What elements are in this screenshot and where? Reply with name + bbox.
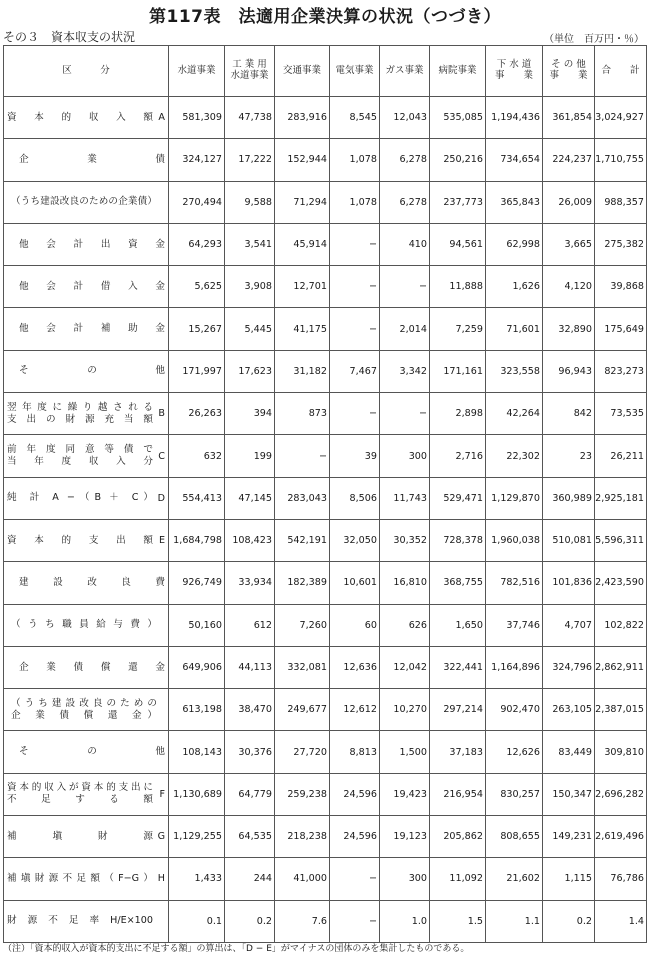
table-cell: 5,596,311 (595, 519, 647, 561)
table-cell: 1.1 (486, 900, 543, 942)
header-column: 病院事業 (430, 46, 486, 97)
row-label-suffix: B (158, 408, 165, 420)
table-cell: 171,997 (169, 350, 225, 392)
table-cell: 42,264 (486, 393, 543, 435)
table-cell: 324,127 (169, 139, 225, 181)
table-cell: 31,182 (275, 350, 330, 392)
table-cell: 988,357 (595, 181, 647, 223)
row-label (7, 746, 169, 758)
table-cell: 324,796 (543, 646, 595, 688)
table-cell: 1,129,255 (169, 816, 225, 858)
table-cell: 902,470 (486, 689, 543, 731)
table-cell: 2,898 (430, 393, 486, 435)
table-cell: 16,810 (380, 562, 430, 604)
row-label (7, 873, 165, 885)
table-row (4, 308, 647, 350)
table-cell: 39,868 (595, 266, 647, 308)
row-label-text: 他 会 計 出 資 金 (19, 238, 165, 250)
table-cell: 1,115 (543, 858, 595, 900)
table-cell: 27,720 (275, 731, 330, 773)
table-cell: 0.2 (225, 900, 275, 942)
table-cell: 1,650 (430, 604, 486, 646)
table-row (4, 266, 647, 308)
table-cell: 19,423 (380, 773, 430, 815)
table-cell: 581,309 (169, 97, 225, 139)
table-cell: 728,378 (430, 519, 486, 561)
table-cell: 283,043 (275, 477, 330, 519)
row-label-text: 資本的収入が資本的支出に 不 足 す る 額 (7, 782, 153, 806)
table-row (4, 519, 647, 561)
table-cell: 199 (225, 435, 275, 477)
table-cell: − (330, 858, 380, 900)
table-cell: 17,623 (225, 350, 275, 392)
row-label-cell (4, 773, 169, 815)
table-cell: 1,500 (380, 731, 430, 773)
table-cell: 823,273 (595, 350, 647, 392)
table-cell: 300 (380, 435, 430, 477)
table-cell: 71,294 (275, 181, 330, 223)
row-label (7, 535, 165, 547)
row-label-text: 翌年度に繰り越される 支出の財源充当額 (7, 401, 153, 425)
table-cell: − (380, 266, 430, 308)
table-cell: 7,259 (430, 308, 486, 350)
row-label-cell (4, 858, 169, 900)
row-label-text: 他 会 計 借 入 金 (19, 280, 165, 292)
row-label-text: （うち建設改良のための企業債） (11, 196, 157, 208)
header-column: 電気事業 (330, 46, 380, 97)
table-cell: 3,342 (380, 350, 430, 392)
table-cell: 175,649 (595, 308, 647, 350)
unit-label: （単位 百万円・％） (544, 34, 644, 45)
table-cell: 205,862 (430, 816, 486, 858)
table-cell: 45,914 (275, 223, 330, 265)
table-row (4, 816, 647, 858)
table-cell: 12,626 (486, 731, 543, 773)
table-row (4, 223, 647, 265)
table-cell: 30,376 (225, 731, 275, 773)
table-cell: 1,129,870 (486, 477, 543, 519)
row-label-text: そ の 他 (19, 365, 165, 377)
row-label-suffix: E (158, 535, 165, 547)
row-label (7, 492, 165, 504)
row-label-cell (4, 266, 169, 308)
row-label-cell (4, 562, 169, 604)
row-label-cell (4, 350, 169, 392)
table-cell: 8,506 (330, 477, 380, 519)
table-cell: 300 (380, 858, 430, 900)
table-cell: 22,302 (486, 435, 543, 477)
table-cell: 554,413 (169, 477, 225, 519)
table-cell: 365,843 (486, 181, 543, 223)
table-cell: 10,601 (330, 562, 380, 604)
table-cell: 41,000 (275, 858, 330, 900)
table-cell: 2,619,496 (595, 816, 647, 858)
table-cell: 12,701 (275, 266, 330, 308)
table-cell: 734,654 (486, 139, 543, 181)
table-row (4, 731, 647, 773)
table-cell: 11,092 (430, 858, 486, 900)
table-row (4, 858, 647, 900)
table-cell: 101,836 (543, 562, 595, 604)
row-label-cell (4, 435, 169, 477)
row-label-text: 企 業 債 (19, 153, 165, 165)
table-cell: 71,601 (486, 308, 543, 350)
table-cell: 322,441 (430, 646, 486, 688)
table-cell: − (330, 266, 380, 308)
table-cell: 4,707 (543, 604, 595, 646)
row-label-suffix: C (158, 450, 165, 462)
table-cell: 2,862,911 (595, 646, 647, 688)
table-cell: 12,636 (330, 646, 380, 688)
row-label-cell (4, 181, 169, 223)
table-cell: 1,164,896 (486, 646, 543, 688)
row-label-suffix: A (158, 112, 165, 124)
table-cell: 259,238 (275, 773, 330, 815)
table-cell: 7,467 (330, 350, 380, 392)
row-label-text: 企 業 債 償 還 金 (19, 661, 165, 673)
row-label-cell (4, 604, 169, 646)
table-cell: 38,470 (225, 689, 275, 731)
row-label-text: 補塡財源不足額（F−G） (7, 873, 153, 884)
table-cell: 3,024,927 (595, 97, 647, 139)
row-label-cell (4, 308, 169, 350)
table-cell: 830,257 (486, 773, 543, 815)
row-label-text: 純 計 A −（B ＋ C） (7, 492, 153, 504)
table-cell: 171,161 (430, 350, 486, 392)
row-label (7, 112, 165, 124)
table-row (4, 646, 647, 688)
table-cell: 26,009 (543, 181, 595, 223)
table-cell: 2,696,282 (595, 773, 647, 815)
table-cell: 1,078 (330, 181, 380, 223)
table-cell: 182,389 (275, 562, 330, 604)
table-cell: 152,944 (275, 139, 330, 181)
row-label-cell (4, 731, 169, 773)
table-cell: 297,214 (430, 689, 486, 731)
table-row (4, 689, 647, 731)
table-cell: 41,175 (275, 308, 330, 350)
table-cell: 108,143 (169, 731, 225, 773)
table-cell: 64,779 (225, 773, 275, 815)
header-column: 交通事業 (275, 46, 330, 97)
table-cell: 9,588 (225, 181, 275, 223)
row-label (7, 915, 165, 927)
table-cell: 263,105 (543, 689, 595, 731)
table-cell: 613,198 (169, 689, 225, 731)
row-label (7, 831, 165, 843)
table-cell: 150,347 (543, 773, 595, 815)
table-cell: 0.1 (169, 900, 225, 942)
table-cell: 8,545 (330, 97, 380, 139)
table-cell: 64,535 (225, 816, 275, 858)
table-cell: 3,908 (225, 266, 275, 308)
table-cell: 8,813 (330, 731, 380, 773)
table-cell: 11,888 (430, 266, 486, 308)
header-column: 合 計 (595, 46, 647, 97)
table-cell: 24,596 (330, 816, 380, 858)
table-cell: 60 (330, 604, 380, 646)
table-cell: 47,738 (225, 97, 275, 139)
table-cell: 270,494 (169, 181, 225, 223)
table-row (4, 350, 647, 392)
table-cell: − (330, 308, 380, 350)
table-cell: 535,085 (430, 97, 486, 139)
page-title: 第117表 法適用企業決算の状況（つづき） (149, 7, 501, 27)
table-cell: 23 (543, 435, 595, 477)
row-label (7, 154, 169, 166)
table-cell: 12,612 (330, 689, 380, 731)
table-cell: 12,042 (380, 646, 430, 688)
table-cell: 44,113 (225, 646, 275, 688)
table-cell: 2,925,181 (595, 477, 647, 519)
table-cell: 96,943 (543, 350, 595, 392)
header-column: 工 業 用 水道事業 (225, 46, 275, 97)
table-cell: 62,998 (486, 223, 543, 265)
table-cell: − (330, 223, 380, 265)
row-label-cell (4, 97, 169, 139)
table-cell: 250,216 (430, 139, 486, 181)
table-cell: 10,270 (380, 689, 430, 731)
table-cell: 102,822 (595, 604, 647, 646)
table-cell: 1.4 (595, 900, 647, 942)
table-cell: 15,267 (169, 308, 225, 350)
table-row (4, 562, 647, 604)
table-cell: 33,934 (225, 562, 275, 604)
header-column: ガス事業 (380, 46, 430, 97)
row-label-text: 補 塡 財 源 (7, 830, 153, 842)
table-cell: 410 (380, 223, 430, 265)
table-cell: 12,043 (380, 97, 430, 139)
table-cell: 360,989 (543, 477, 595, 519)
table-cell: 361,854 (543, 97, 595, 139)
row-label (7, 444, 165, 468)
table-cell: 26,211 (595, 435, 647, 477)
table-cell: 5,625 (169, 266, 225, 308)
table-cell: 3,541 (225, 223, 275, 265)
table-cell: 83,449 (543, 731, 595, 773)
row-label (7, 365, 169, 377)
row-label-suffix: D (157, 492, 165, 504)
row-label (7, 323, 169, 335)
row-label-suffix: G (157, 831, 165, 843)
row-label-text: 資 本 的 支 出 額 (7, 534, 153, 546)
table-cell: 542,191 (275, 519, 330, 561)
row-label-suffix: F (159, 788, 165, 800)
table-cell: 0.2 (543, 900, 595, 942)
table-cell: − (330, 393, 380, 435)
table-cell: 309,810 (595, 731, 647, 773)
table-cell: 926,749 (169, 562, 225, 604)
table-cell: 323,558 (486, 350, 543, 392)
table-cell: 5,445 (225, 308, 275, 350)
table-cell: 1,626 (486, 266, 543, 308)
table-row (4, 181, 647, 223)
row-label-cell (4, 519, 169, 561)
table-row (4, 900, 647, 942)
table-cell: 2,423,590 (595, 562, 647, 604)
header-column: 下 水 道 事 業 (486, 46, 543, 97)
row-label-cell (4, 477, 169, 519)
table-cell: 73,535 (595, 393, 647, 435)
row-label-text: 財 源 不 足 率 H/E×100 (7, 915, 153, 927)
table-cell: 6,278 (380, 139, 430, 181)
table-cell: 782,516 (486, 562, 543, 604)
table-cell: 394 (225, 393, 275, 435)
row-label-text: （ う ち 職 員 給 与 費 ） (11, 619, 157, 631)
table-cell: 3,665 (543, 223, 595, 265)
table-cell: 94,561 (430, 223, 486, 265)
row-label-cell (4, 393, 169, 435)
row-label (7, 782, 165, 806)
table-cell: 1,710,755 (595, 139, 647, 181)
table-row (4, 97, 647, 139)
table-cell: 873 (275, 393, 330, 435)
table-cell: 808,655 (486, 816, 543, 858)
table-cell: 224,237 (543, 139, 595, 181)
table-cell: 19,123 (380, 816, 430, 858)
table-cell: 149,231 (543, 816, 595, 858)
table-cell: 39 (330, 435, 380, 477)
table-row (4, 773, 647, 815)
table-cell: 529,471 (430, 477, 486, 519)
capital-balance-table (3, 45, 647, 943)
table-cell: 1,433 (169, 858, 225, 900)
row-label (7, 698, 169, 722)
row-label (7, 619, 169, 631)
table-cell: 32,050 (330, 519, 380, 561)
row-label (7, 402, 165, 426)
table-cell: 1,130,689 (169, 773, 225, 815)
table-cell: 1,194,436 (486, 97, 543, 139)
table-cell: 47,145 (225, 477, 275, 519)
row-label (7, 577, 169, 589)
row-label-cell (4, 816, 169, 858)
table-cell: 2,387,015 (595, 689, 647, 731)
row-label-text: 建 設 改 良 費 (19, 576, 165, 588)
table-cell: 6,278 (380, 181, 430, 223)
table-cell: 30,352 (380, 519, 430, 561)
table-cell: 612 (225, 604, 275, 646)
table-cell: − (380, 393, 430, 435)
table-cell: 11,743 (380, 477, 430, 519)
table-cell: 17,222 (225, 139, 275, 181)
row-label (7, 662, 169, 674)
table-cell: 218,238 (275, 816, 330, 858)
table-cell: 50,160 (169, 604, 225, 646)
table-cell: 249,677 (275, 689, 330, 731)
table-cell: 108,423 (225, 519, 275, 561)
table-cell: 7,260 (275, 604, 330, 646)
table-cell: 332,081 (275, 646, 330, 688)
footnote: （注）「資本的収入が資本的支出に不足する額」の算出は、「D − E」がマイナスの団体のみを集計したものである。 (3, 944, 470, 954)
row-label (7, 239, 169, 251)
row-label-cell (4, 900, 169, 942)
table-cell: 37,746 (486, 604, 543, 646)
row-label-cell (4, 139, 169, 181)
row-label-suffix: H (157, 873, 165, 885)
table-row (4, 477, 647, 519)
table-cell: 2,014 (380, 308, 430, 350)
table-cell: 64,293 (169, 223, 225, 265)
table-cell: 21,602 (486, 858, 543, 900)
row-label-cell (4, 646, 169, 688)
header-category: 区 分 (4, 46, 169, 97)
row-label-text: 資 本 的 収 入 額 (7, 111, 153, 123)
row-label-text: そ の 他 (19, 746, 165, 758)
table-row (4, 139, 647, 181)
table-row (4, 393, 647, 435)
table-cell: 1.5 (430, 900, 486, 942)
row-label-text: （うち建設改良のための 企 業 債 償 還 金） (11, 697, 157, 721)
row-label-cell (4, 689, 169, 731)
table-cell: 76,786 (595, 858, 647, 900)
table-cell: 237,773 (430, 181, 486, 223)
table-cell: 842 (543, 393, 595, 435)
row-label-cell (4, 223, 169, 265)
table-cell: 1,078 (330, 139, 380, 181)
table-row (4, 435, 647, 477)
table-cell: 283,916 (275, 97, 330, 139)
table-cell: 2,716 (430, 435, 486, 477)
table-cell: 275,382 (595, 223, 647, 265)
table-cell: 632 (169, 435, 225, 477)
table-cell: 4,120 (543, 266, 595, 308)
table-cell: 1.0 (380, 900, 430, 942)
table-cell: 216,954 (430, 773, 486, 815)
header-column: 水道事業 (169, 46, 225, 97)
table-cell: 32,890 (543, 308, 595, 350)
header-column: そ の 他 事 業 (543, 46, 595, 97)
table-cell: − (275, 435, 330, 477)
header-row (4, 46, 647, 97)
table-cell: 26,263 (169, 393, 225, 435)
table-cell: 1,960,038 (486, 519, 543, 561)
table-cell: 7.6 (275, 900, 330, 942)
row-label-text: 他 会 計 補 助 金 (19, 323, 165, 335)
table-cell: 24,596 (330, 773, 380, 815)
table-cell: 368,755 (430, 562, 486, 604)
table-cell: 1,684,798 (169, 519, 225, 561)
table-cell: 626 (380, 604, 430, 646)
table-cell: − (330, 900, 380, 942)
table-cell: 244 (225, 858, 275, 900)
row-label (7, 196, 169, 208)
row-label-text: 前年度同意等債で 当年度収入分 (7, 444, 153, 468)
row-label (7, 281, 169, 293)
table-cell: 649,906 (169, 646, 225, 688)
table-subtitle: その３ 資本収支の状況 (3, 30, 136, 44)
table-cell: 510,081 (543, 519, 595, 561)
table-row (4, 604, 647, 646)
table-cell: 37,183 (430, 731, 486, 773)
